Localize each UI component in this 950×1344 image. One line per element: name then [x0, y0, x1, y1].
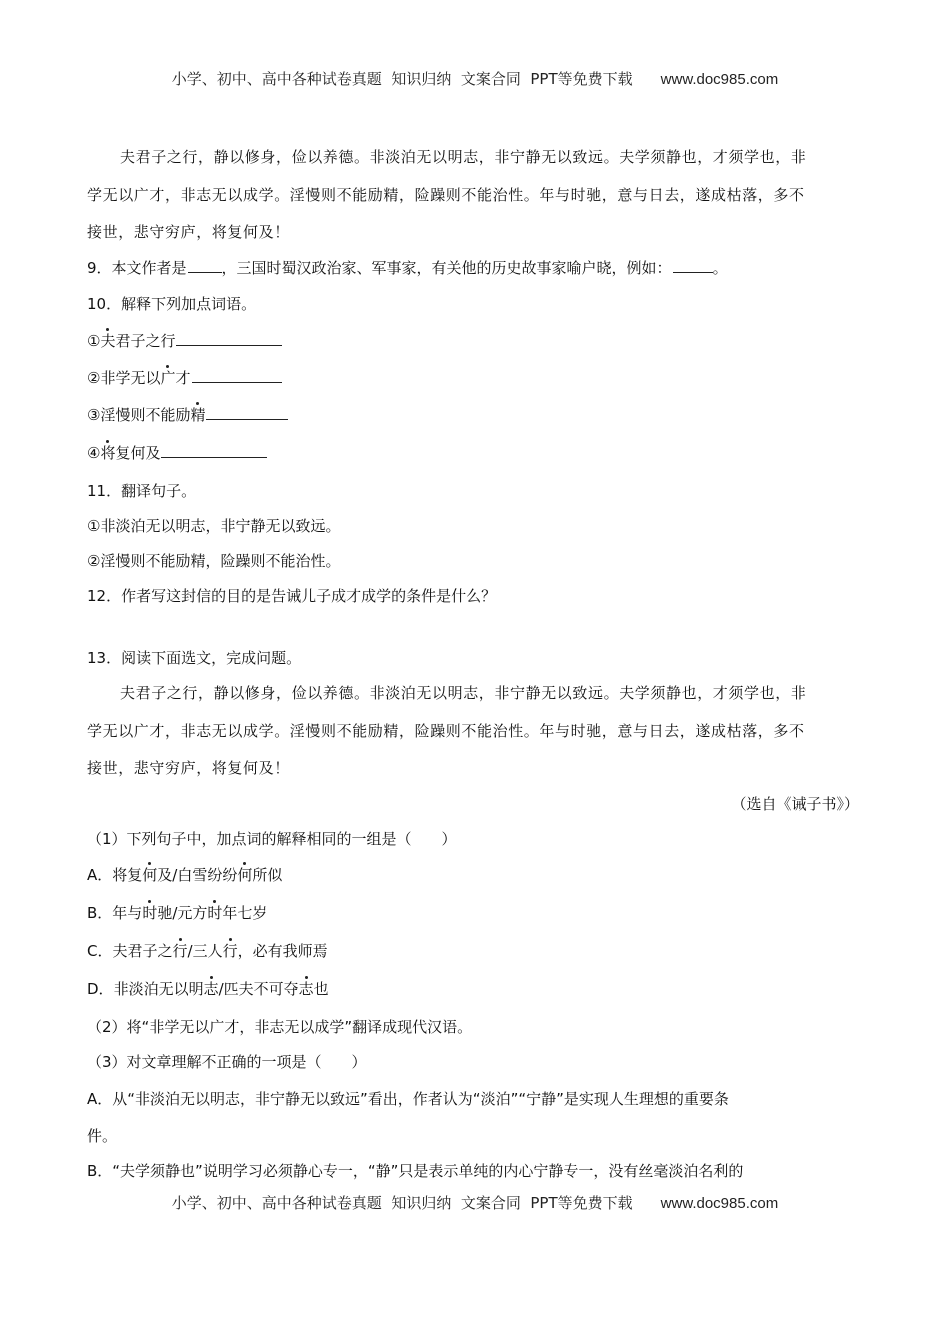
- option-dotted-word: 行: [222, 942, 238, 960]
- option-label: D．: [87, 980, 114, 998]
- passage2-line3: 接世，悲守穷庐，将复何及！: [87, 759, 290, 777]
- passage-source: （选自《诫子书》）: [731, 795, 859, 813]
- option-label: A．: [87, 866, 113, 884]
- q10-item-pre: 非学无以: [100, 369, 161, 387]
- q10-item-3: [87, 405, 859, 425]
- q10-answer-blank[interactable]: [161, 443, 267, 458]
- question-11-title: 11．翻译句子。: [87, 482, 197, 500]
- q13-option-a[interactable]: [87, 865, 859, 885]
- option-text: 年七岁: [222, 904, 268, 922]
- q13-option-b[interactable]: [87, 903, 859, 923]
- footer-text: 小学、初中、高中各种试卷真题 知识归纳 文案合同 PPT等免费下载: [171, 1194, 633, 1212]
- option-dotted-word: 时: [142, 904, 158, 922]
- option-text: 非淡泊无以明: [113, 980, 204, 998]
- option-text: /三人: [187, 942, 223, 960]
- q10-dotted-word: 将: [100, 444, 116, 462]
- option-dotted-word: 志: [203, 980, 219, 998]
- passage2-line1: 夫君子之行，静以修身，俭以养德。非淡泊无以明志，非宁静无以致远。夫学须静也，才须学也，非: [120, 684, 807, 702]
- q10-item-num: ①: [87, 332, 101, 350]
- option-label: B．: [87, 904, 113, 922]
- question-12: 12．作者写这封信的目的是告诫儿子成才成学的条件是什么？: [87, 587, 497, 605]
- option-dotted-word: 何: [237, 866, 253, 884]
- q13-part3-option-a-line1[interactable]: A．从“非淡泊无以明志，非宁静无以致远”看出，作者认为“淡泊”“宁静”是实现人生理想的重要条: [87, 1090, 729, 1108]
- option-dotted-word: 何: [142, 866, 158, 884]
- q10-dotted-word: 精: [190, 406, 206, 424]
- q10-item-num: ②: [87, 369, 101, 387]
- q10-item-4: [87, 443, 859, 463]
- q9-text-c: 。: [712, 259, 728, 277]
- option-text: 所似: [252, 866, 283, 884]
- footer-site[interactable]: www.doc985.com: [660, 1195, 779, 1212]
- question-10-title: 10．解释下列加点词语。: [87, 295, 257, 313]
- q10-dotted-word: 夫: [100, 332, 116, 350]
- q9-blank-author[interactable]: [188, 258, 222, 273]
- q10-item-post: 才: [175, 369, 191, 387]
- q13-part3-option-a-line2: 件。: [87, 1127, 118, 1145]
- q10-item-num: ④: [87, 444, 101, 462]
- q9-blank-example[interactable]: [673, 258, 713, 273]
- option-dotted-word: 志: [298, 980, 314, 998]
- option-text: 年与: [112, 904, 143, 922]
- q9-text-a: 9．本文作者是: [87, 259, 187, 277]
- option-text: 也: [313, 980, 329, 998]
- q10-dotted-word: 广: [160, 369, 176, 387]
- option-text: 驰/元方: [157, 904, 208, 922]
- passage1-line1: 夫君子之行，静以修身，俭以养德。非淡泊无以明志，非宁静无以致远。夫学须静也，才须学也，非: [120, 148, 807, 166]
- option-text: /匹夫不可夺: [218, 980, 299, 998]
- question-9: [87, 258, 859, 278]
- passage2-line2: 学无以广才，非志无以成学。淫慢则不能励精，险躁则不能治性。年与时驰，意与日去，遂成枯落，多不: [87, 722, 805, 740]
- passage1-line2: 学无以广才，非志无以成学。淫慢则不能励精，险躁则不能治性。年与时驰，意与日去，遂成枯落，多不: [87, 186, 805, 204]
- q10-item-num: ③: [87, 406, 101, 424]
- option-text: 将复: [112, 866, 143, 884]
- option-dotted-word: 行: [172, 942, 188, 960]
- q10-item-pre: 淫慢则不能励: [100, 406, 191, 424]
- q10-item-1: [87, 331, 859, 351]
- q10-answer-blank[interactable]: [176, 331, 282, 346]
- question-13-title: 13．阅读下面选文，完成问题。: [87, 649, 302, 667]
- q13-part1-title: （1）下列句子中，加点词的解释相同的一组是（ ）: [87, 830, 457, 848]
- option-dotted-word: 时: [207, 904, 223, 922]
- q10-item-post: 君子之行: [115, 332, 176, 350]
- option-label: C．: [87, 942, 113, 960]
- page-header: [0, 68, 950, 89]
- q13-part3-title: （3）对文章理解不正确的一项是（ ）: [87, 1053, 367, 1071]
- option-text: ，必有我师焉: [237, 942, 328, 960]
- page-footer: [0, 1192, 950, 1213]
- passage1-line3: 接世，悲守穷庐，将复何及！: [87, 223, 290, 241]
- q13-option-d[interactable]: [87, 979, 859, 999]
- option-text: 及/白雪纷纷: [157, 866, 238, 884]
- q10-item-post: 复何及: [115, 444, 161, 462]
- q11-sentence-2: ②淫慢则不能励精，险躁则不能治性。: [87, 552, 341, 570]
- q10-item-2: [87, 368, 859, 388]
- q10-answer-blank[interactable]: [206, 405, 288, 420]
- q13-part2: （2）将“非学无以广才，非志无以成学”翻译成现代汉语。: [87, 1018, 473, 1036]
- header-site[interactable]: www.doc985.com: [660, 71, 779, 88]
- option-text: 夫君子之: [112, 942, 173, 960]
- q13-option-c[interactable]: [87, 941, 859, 961]
- q11-sentence-1: ①非淡泊无以明志，非宁静无以致远。: [87, 517, 341, 535]
- q9-text-b: ，三国时蜀汉政治家、军事家，有关他的历史故事家喻户晓，例如：: [221, 259, 672, 277]
- header-text: 小学、初中、高中各种试卷真题 知识归纳 文案合同 PPT等免费下载: [171, 70, 633, 88]
- q10-answer-blank[interactable]: [192, 368, 282, 383]
- q13-part3-option-b-line1[interactable]: B．“夫学须静也”说明学习必须静心专一，“静”只是表示单纯的内心宁静专一，没有丝毫淡泊名利的: [87, 1162, 744, 1180]
